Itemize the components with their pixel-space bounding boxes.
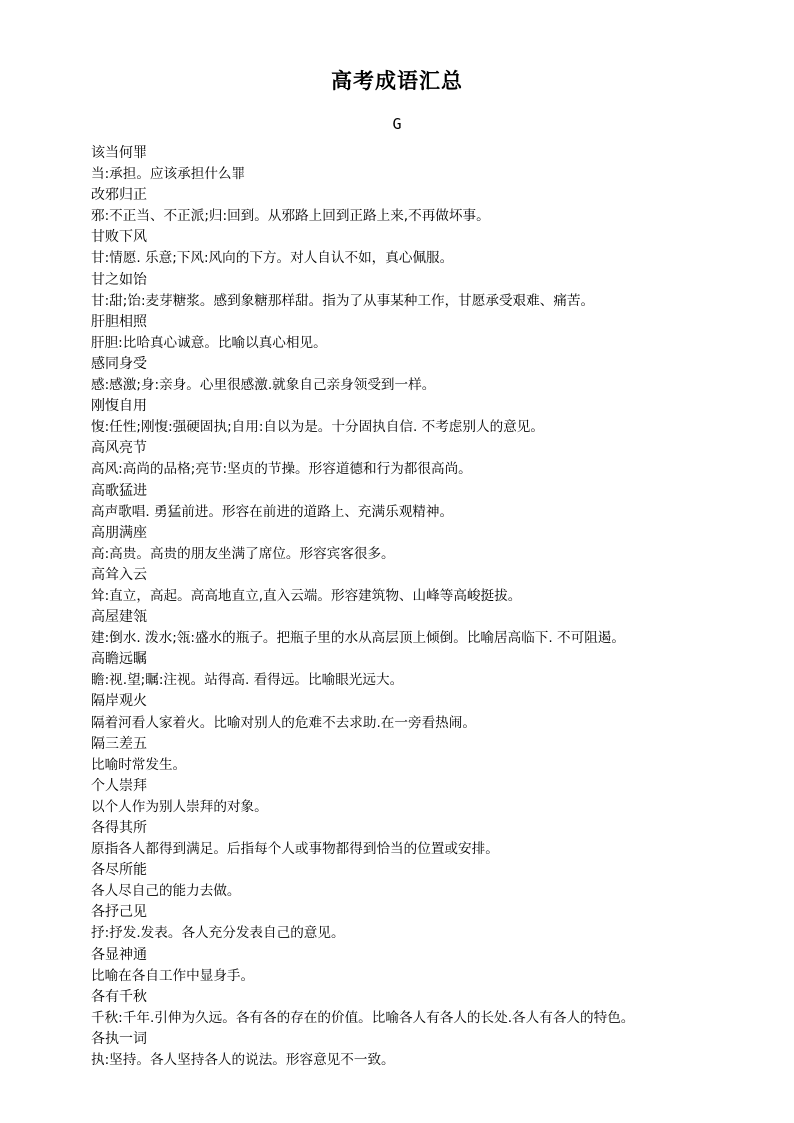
idiom-definition: 邪:不正当、不正派;归:回到。从邪路上回到正路上来,不再做坏事。 [91,208,490,225]
idiom-definition: 千秋:千年.引伸为久远。各有各的存在的价值。比喻各人有各人的长处.各人有各人的特色。 [91,1009,635,1026]
idiom-term: 甘之如饴 [91,271,147,288]
idiom-definition: 抒:抒发.发表。各人充分发表自己的意见。 [91,925,345,942]
idiom-definition: 高:高贵。高贵的朋友坐满了席位。形容宾客很多。 [91,545,395,562]
idiom-definition: 当:承担。应该承担什么罪 [91,166,246,183]
idiom-definition: 甘:情愿. 乐意;下风:风向的下方。对人自认不如，真心佩服。 [91,250,454,267]
idiom-term: 改邪归正 [91,187,147,204]
idiom-definition: 高风:高尚的品格;亮节:坚贞的节操。形容道德和行为都很高尚。 [91,461,472,478]
idiom-definition: 瞻:视.望;瞩:注视。站得高. 看得远。比喻眼光远大。 [91,672,404,689]
idiom-term: 高耸入云 [91,566,147,583]
idiom-term: 高朋满座 [91,524,147,541]
idiom-definition: 感:感激;身:亲身。心里很感激.就象自己亲身领受到一样。 [91,377,436,394]
idiom-definition: 愎:任性;刚愎:强硬固执;自用:自以为是。十分固执自信. 不考虑别人的意见。 [91,419,544,436]
idiom-definition: 比喻时常发生。 [91,756,187,773]
idiom-term: 各得其所 [91,820,147,836]
idiom-term: 各显神通 [91,946,147,963]
idiom-definition: 建:倒水. 泼水;瓴:盛水的瓶子。把瓶子里的水从高层顶上倾倒。比喻居高临下. 不可阻遏。 [91,630,625,647]
idiom-term: 高风亮节 [91,440,147,457]
idiom-definition: 原指各人都得到满足。后指每个人或事物都得到恰当的位置或安排。 [91,841,499,858]
idiom-definition: 执:坚持。各人坚持各人的说法。形容意见不一致。 [91,1052,395,1069]
idiom-definition: 耸:直立，高起。高高地直立,直入云端。形容建筑物、山峰等高峻挺拔。 [91,587,522,604]
idiom-term: 肝胆相照 [91,313,147,330]
idiom-term: 感同身受 [91,355,147,372]
idiom-definition: 肝胆:比哈真心诚意。比喻以真心相见。 [91,334,327,351]
idiom-definition: 隔着河看人家着火。比喻对别人的危难不去求助.在一旁看热闹。 [91,714,476,731]
idiom-list [91,143,781,1071]
idiom-definition: 高声歌唱. 勇猛前进。形容在前进的道路上、充满乐观精神。 [91,503,454,520]
idiom-term: 隔岸观火 [91,693,147,710]
idiom-term: 隔三差五 [91,735,147,752]
idiom-term: 各执一词 [91,1030,147,1047]
idiom-term: 个人崇拜 [91,777,147,794]
idiom-term: 高瞻远瞩 [91,651,147,668]
idiom-term: 各抒己见 [91,904,147,921]
idiom-term: 各尽所能 [91,862,147,879]
idiom-term: 各有千秋 [91,988,147,1005]
idiom-term: 高歌猛进 [91,482,147,499]
idiom-definition: 各人尽自己的能力去做。 [91,883,241,900]
idiom-definition: 比喻在各自工作中显身手。 [91,967,255,984]
idiom-term: 该当何罪 [91,145,147,161]
idiom-term: 甘败下风 [91,229,147,246]
idiom-term: 刚愎自用 [91,398,147,415]
idiom-term: 高屋建瓴 [91,609,147,626]
section-heading: G [392,115,402,133]
idiom-definition: 以个人作为别人崇拜的对象。 [91,798,268,815]
idiom-definition: 甘:甜;饴:麦芽糖浆。感到象糖那样甜。指为了从事某种工作，甘愿承受艰难、痛苦。 [91,292,595,309]
document-title: 高考成语汇总 [331,69,463,93]
